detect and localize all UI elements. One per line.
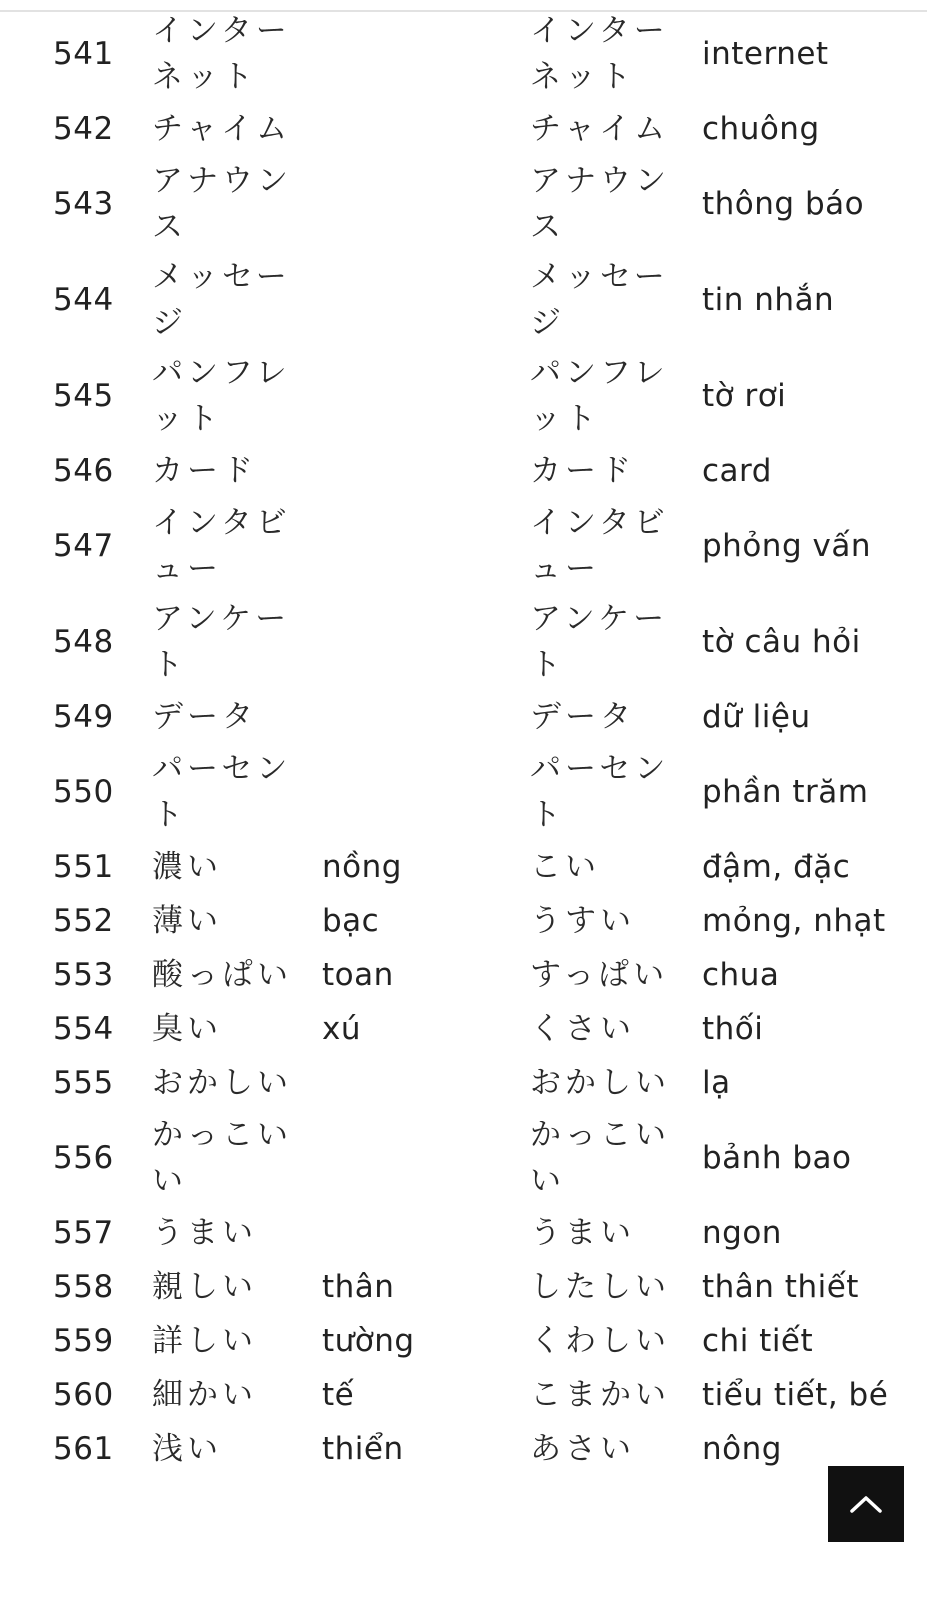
- entry-meaning: chi tiết: [702, 1323, 814, 1359]
- table-row: [0, 102, 927, 156]
- entry-han-viet: toan: [322, 957, 394, 993]
- entry-kana: くわしい: [530, 1323, 670, 1359]
- entry-meaning: thông báo: [702, 186, 865, 222]
- entry-kana: すっぱい: [530, 957, 669, 993]
- entry-han-viet: [322, 1110, 530, 1206]
- entry-meaning: tin nhắn: [702, 282, 835, 318]
- entry-han-viet: tế: [322, 1377, 355, 1413]
- entry-han-viet: [322, 1056, 530, 1110]
- entry-kana: くさい: [530, 1011, 635, 1047]
- entry-kana: パーセント: [530, 751, 670, 833]
- entry-kanji: アナウンス: [152, 163, 292, 245]
- entry-kana: こい: [530, 849, 600, 885]
- entry-number: 549: [53, 699, 114, 735]
- vocabulary-table: [0, 6, 927, 1476]
- table-row: [0, 1314, 927, 1368]
- table-row: [0, 444, 927, 498]
- table-row: [0, 1260, 927, 1314]
- entry-kana: インタビュー: [530, 505, 669, 587]
- entry-number: 561: [53, 1431, 114, 1467]
- entry-kana: カード: [530, 453, 635, 489]
- entry-meaning: ngon: [702, 1215, 782, 1251]
- table-row: [0, 894, 927, 948]
- entry-number: 552: [53, 903, 114, 939]
- entry-meaning: chuông: [702, 111, 820, 147]
- table-row: [0, 1206, 927, 1260]
- entry-meaning: lạ: [702, 1065, 731, 1101]
- entry-kana: チャイム: [530, 111, 670, 147]
- entry-han-viet: tường: [322, 1323, 415, 1359]
- entry-kanji: 親しい: [152, 1269, 257, 1305]
- entry-number: 548: [53, 624, 114, 660]
- entry-number: 550: [53, 774, 114, 810]
- entry-number: 554: [53, 1011, 114, 1047]
- table-row: [0, 594, 927, 690]
- entry-number: 559: [53, 1323, 114, 1359]
- entry-kana: あさい: [530, 1431, 635, 1467]
- entry-kanji: 薄い: [152, 903, 222, 939]
- entry-han-viet: [322, 252, 530, 348]
- entry-kana: うすい: [530, 903, 635, 939]
- entry-kanji: インターネット: [152, 13, 291, 95]
- table-row: [0, 744, 927, 840]
- chevron-up-icon: [849, 1494, 883, 1514]
- entry-kanji: かっこいい: [152, 1117, 292, 1199]
- entry-number: 560: [53, 1377, 114, 1413]
- entry-kanji: 酸っぱい: [152, 957, 292, 993]
- entry-kana: データ: [530, 699, 635, 735]
- table-row: [0, 948, 927, 1002]
- table-row: [0, 348, 927, 444]
- entry-number: 551: [53, 849, 114, 885]
- entry-kana: インターネット: [530, 13, 669, 95]
- entry-number: 556: [53, 1140, 114, 1176]
- table-row: [0, 1422, 927, 1476]
- entry-kana: パンフレット: [530, 355, 669, 437]
- table-row: [0, 498, 927, 594]
- entry-han-viet: [322, 1206, 530, 1260]
- entry-number: 558: [53, 1269, 114, 1305]
- entry-kanji: 濃い: [152, 849, 222, 885]
- entry-kanji: 臭い: [152, 1011, 222, 1047]
- entry-han-viet: xú: [322, 1011, 361, 1047]
- entry-meaning: đậm, đặc: [702, 849, 851, 885]
- entry-kanji: カード: [152, 453, 257, 489]
- entry-kana: したしい: [530, 1269, 670, 1305]
- entry-kana: アナウンス: [530, 163, 670, 245]
- entry-kanji: うまい: [152, 1215, 257, 1251]
- entry-meaning: phần trăm: [702, 774, 869, 810]
- entry-kanji: アンケート: [152, 601, 291, 683]
- entry-han-viet: [322, 744, 530, 840]
- entry-meaning: tờ rơi: [702, 378, 787, 414]
- entry-number: 545: [53, 378, 114, 414]
- entry-meaning: thân thiết: [702, 1269, 859, 1305]
- entry-kanji: おかしい: [152, 1065, 292, 1101]
- vocabulary-table-body: [0, 6, 927, 1476]
- entry-kanji: メッセージ: [152, 259, 291, 341]
- entry-kanji: 詳しい: [152, 1323, 257, 1359]
- table-row: [0, 1002, 927, 1056]
- entry-han-viet: thiển: [322, 1431, 404, 1467]
- entry-kana: うまい: [530, 1215, 635, 1251]
- entry-kana: こまかい: [530, 1377, 670, 1413]
- entry-meaning: chua: [702, 957, 780, 993]
- entry-number: 557: [53, 1215, 114, 1251]
- entry-number: 546: [53, 453, 114, 489]
- entry-kana: かっこいい: [530, 1117, 670, 1199]
- entry-han-viet: [322, 444, 530, 498]
- entry-meaning: nông: [702, 1431, 782, 1467]
- scroll-to-top-button[interactable]: [828, 1466, 904, 1542]
- entry-han-viet: [322, 594, 530, 690]
- entry-number: 555: [53, 1065, 114, 1101]
- entry-number: 541: [53, 36, 114, 72]
- entry-han-viet: [322, 6, 530, 102]
- entry-han-viet: [322, 102, 530, 156]
- table-row: [0, 1368, 927, 1422]
- table-row: [0, 690, 927, 744]
- entry-kanji: パーセント: [152, 751, 292, 833]
- entry-number: 547: [53, 528, 114, 564]
- entry-meaning: phỏng vấn: [702, 528, 871, 564]
- entry-han-viet: [322, 156, 530, 252]
- entry-kana: メッセージ: [530, 259, 669, 341]
- entry-kanji: データ: [152, 699, 257, 735]
- table-row: [0, 1110, 927, 1206]
- table-row: [0, 6, 927, 102]
- entry-kanji: 細かい: [152, 1377, 257, 1413]
- table-row: [0, 840, 927, 894]
- entry-number: 553: [53, 957, 114, 993]
- entry-meaning: dữ liệu: [702, 699, 811, 735]
- entry-kana: アンケート: [530, 601, 669, 683]
- entry-han-viet: thân: [322, 1269, 395, 1305]
- entry-meaning: card: [702, 453, 772, 489]
- entry-kanji: パンフレット: [152, 355, 291, 437]
- table-row: [0, 1056, 927, 1110]
- entry-meaning: tờ câu hỏi: [702, 624, 861, 660]
- entry-meaning: tiểu tiết, bé: [702, 1377, 889, 1413]
- entry-kana: おかしい: [530, 1065, 670, 1101]
- entry-kanji: 浅い: [152, 1431, 222, 1467]
- entry-han-viet: bạc: [322, 903, 380, 939]
- entry-han-viet: [322, 348, 530, 444]
- entry-han-viet: [322, 690, 530, 744]
- entry-meaning: mỏng, nhạt: [702, 903, 886, 939]
- entry-number: 543: [53, 186, 114, 222]
- entry-meaning: bảnh bao: [702, 1140, 852, 1176]
- entry-kanji: チャイム: [152, 111, 292, 147]
- table-row: [0, 156, 927, 252]
- entry-meaning: thối: [702, 1011, 764, 1047]
- entry-han-viet: nồng: [322, 849, 402, 885]
- entry-kanji: インタビュー: [152, 505, 291, 587]
- table-row: [0, 252, 927, 348]
- entry-number: 544: [53, 282, 114, 318]
- entry-meaning: internet: [702, 36, 829, 72]
- entry-number: 542: [53, 111, 114, 147]
- entry-han-viet: [322, 498, 530, 594]
